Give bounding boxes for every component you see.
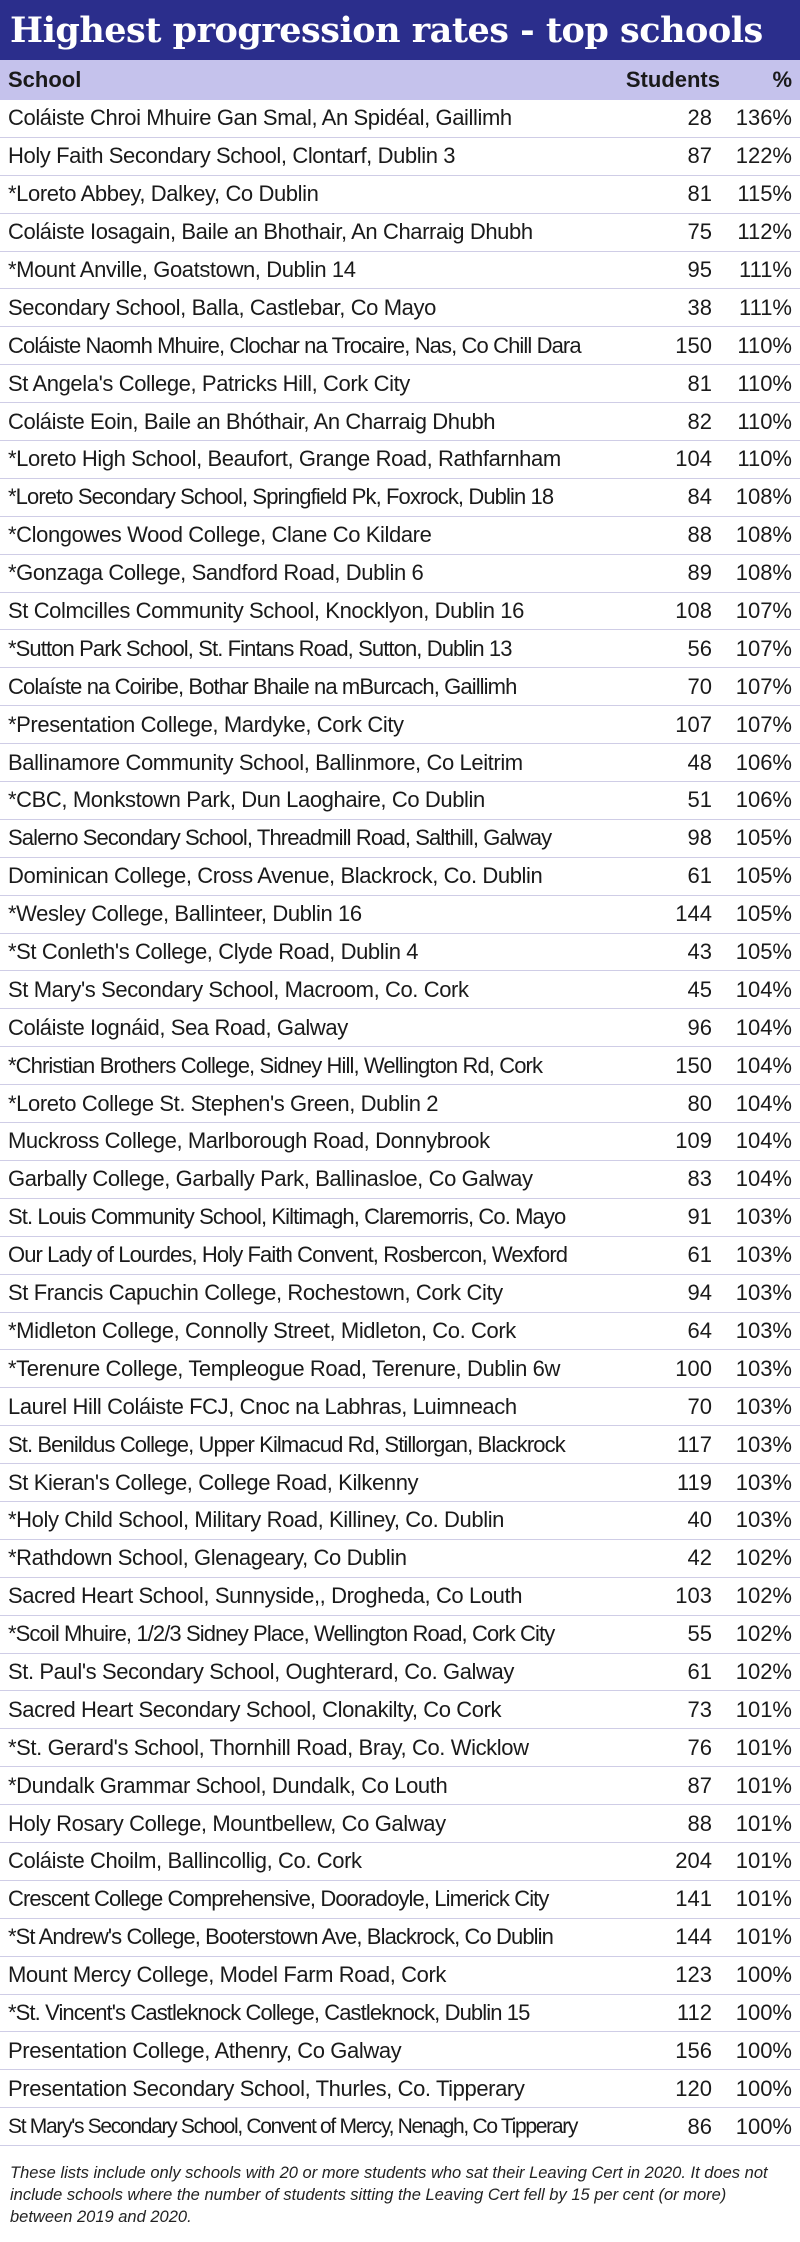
progression-rate: 106%	[735, 787, 792, 813]
progression-rate: 110%	[737, 332, 792, 358]
student-count: 100	[675, 1355, 712, 1381]
progression-rate: 107%	[735, 673, 792, 699]
progression-rate: 104%	[735, 1014, 792, 1040]
school-name: St Francis Capuchin College, Rochestown, Cork City	[8, 1280, 503, 1306]
progression-rate: 104%	[735, 1128, 792, 1154]
student-count: 88	[687, 522, 712, 548]
progression-rate: 100%	[735, 2113, 792, 2139]
student-count: 119	[676, 1469, 712, 1495]
student-count: 120	[675, 2075, 712, 2101]
table-body	[0, 100, 800, 2146]
table-row	[0, 1350, 800, 1388]
progression-rate: 111%	[738, 294, 792, 320]
table-row	[0, 555, 800, 593]
table-row	[0, 1578, 800, 1616]
progression-rate: 102%	[735, 1621, 792, 1647]
table-row	[0, 1047, 800, 1085]
progression-rate: 101%	[735, 1772, 792, 1798]
progression-rate: 100%	[735, 1999, 792, 2025]
progression-rate: 105%	[735, 825, 792, 851]
table-row	[0, 1313, 800, 1351]
school-name: Crescent College Comprehensive, Dooradoyle, Limerick City	[8, 1886, 549, 1912]
school-name: Sacred Heart Secondary School, Clonakilty, Co Cork	[8, 1696, 502, 1722]
table-row	[0, 1540, 800, 1578]
school-name: St Mary's Secondary School, Macroom, Co. Cork	[8, 976, 469, 1002]
column-header-school: School	[8, 67, 82, 92]
school-name: Coláiste Iognáid, Sea Road, Galway	[8, 1014, 348, 1040]
school-name: *Mount Anville, Goatstown, Dublin 14	[8, 257, 356, 282]
student-count: 141	[675, 1886, 712, 1912]
school-name: *Sutton Park School, St. Fintans Road, Sutton, Dublin 13	[8, 635, 512, 661]
student-count: 42	[687, 1545, 712, 1571]
table-row	[0, 1426, 800, 1464]
progression-rate: 101%	[735, 1734, 792, 1760]
table-row	[0, 1123, 800, 1161]
school-name: *Holy Child School, Military Road, Killiney, Co. Dublin	[8, 1507, 505, 1533]
school-name: *Dundalk Grammar School, Dundalk, Co Louth	[8, 1772, 448, 1798]
school-name: *St Andrew's College, Booterstown Ave, Blackrock, Co Dublin	[8, 1924, 553, 1950]
student-count: 51	[687, 787, 712, 813]
progression-rate: 103%	[735, 1280, 792, 1306]
table-row	[0, 214, 800, 252]
student-count: 81	[687, 370, 712, 396]
student-count: 94	[687, 1280, 712, 1306]
school-name: *St Conleth's College, Clyde Road, Dublin 4	[8, 939, 419, 965]
title-bar	[0, 0, 800, 60]
table-row	[0, 327, 800, 365]
table-row	[0, 176, 800, 214]
progression-rate: 136%	[735, 105, 792, 131]
progression-rate: 104%	[735, 1090, 792, 1116]
table-row	[0, 706, 800, 744]
student-count: 61	[687, 1242, 712, 1268]
progression-rate: 101%	[735, 1810, 792, 1836]
table-row	[0, 1616, 800, 1654]
school-name: St Angela's College, Patricks Hill, Cork City	[8, 370, 410, 396]
progression-rate: 110%	[737, 408, 792, 434]
table-row	[0, 971, 800, 1009]
table-row	[0, 782, 800, 820]
table-row	[0, 934, 800, 972]
column-header-students: Students	[625, 67, 720, 92]
progression-rate: 103%	[735, 1431, 792, 1457]
table-row	[0, 138, 800, 176]
school-name: Muckross College, Marlborough Road, Donnybrook	[8, 1128, 490, 1154]
progression-rate: 108%	[735, 522, 792, 548]
school-name: *Gonzaga College, Sandford Road, Dublin 6	[8, 560, 424, 586]
student-count: 96	[687, 1014, 712, 1040]
school-name: Presentation College, Athenry, Co Galway	[8, 2037, 402, 2063]
progression-rate: 104%	[735, 1052, 792, 1078]
table-row	[0, 1881, 800, 1919]
school-name: Holy Faith Secondary School, Clontarf, Dublin 3	[8, 143, 456, 169]
table-row	[0, 1388, 800, 1426]
school-name: *Loreto High School, Beaufort, Grange Road, Rathfarnham	[8, 446, 561, 472]
table-row	[0, 1843, 800, 1881]
school-name: Coláiste Iosagain, Baile an Bhothair, An Charraig Dhubh	[8, 219, 533, 245]
student-count: 70	[687, 673, 712, 699]
progression-rate: 102%	[735, 1658, 792, 1684]
progression-rate: 100%	[735, 1962, 792, 1988]
school-name: St Colmcilles Community School, Knocklyon, Dublin 16	[8, 598, 524, 624]
student-count: 87	[687, 143, 712, 169]
progression-rate: 103%	[735, 1355, 792, 1381]
table-row	[0, 479, 800, 517]
school-name: St Kieran's College, College Road, Kilkenny	[8, 1469, 419, 1495]
student-count: 82	[687, 408, 712, 434]
school-name: *Loreto Secondary School, Springfield Pk, Foxrock, Dublin 18	[8, 484, 554, 510]
student-count: 144	[675, 901, 712, 927]
student-count: 144	[675, 1924, 712, 1950]
progression-rate: 101%	[735, 1848, 792, 1874]
student-count: 89	[687, 560, 712, 586]
table-row	[0, 1237, 800, 1275]
student-count: 48	[687, 749, 712, 775]
school-name: Dominican College, Cross Avenue, Blackrock, Co. Dublin	[8, 863, 543, 889]
school-name: *Loreto College St. Stephen's Green, Dublin 2	[8, 1090, 439, 1116]
column-header-percent: %	[772, 67, 792, 92]
student-count: 123	[675, 1962, 712, 1988]
progression-rate: 101%	[735, 1886, 792, 1912]
table-row	[0, 1691, 800, 1729]
student-count: 156	[675, 2037, 712, 2063]
student-count: 109	[675, 1128, 712, 1154]
student-count: 64	[687, 1317, 712, 1343]
school-name: Coláiste Eoin, Baile an Bhóthair, An Charraig Dhubh	[8, 408, 496, 434]
progression-rate: 103%	[735, 1393, 792, 1419]
table-row	[0, 820, 800, 858]
school-name: *St. Vincent's Castleknock College, Castleknock, Dublin 15	[8, 1999, 530, 2025]
student-count: 61	[687, 863, 712, 889]
progression-rate: 112%	[737, 219, 792, 245]
table-row	[0, 593, 800, 631]
progression-rate: 110%	[737, 446, 792, 472]
progression-rate: 104%	[735, 976, 792, 1002]
table-row	[0, 1767, 800, 1805]
school-name: St. Louis Community School, Kiltimagh, Claremorris, Co. Mayo	[8, 1204, 566, 1230]
school-name: Colaíste na Coiribe, Bothar Bhaile na mBurcach, Gaillimh	[8, 673, 517, 699]
progression-rate: 101%	[735, 1696, 792, 1722]
student-count: 40	[687, 1507, 712, 1533]
table-row	[0, 517, 800, 555]
school-name: *Christian Brothers College, Sidney Hill, Wellington Rd, Cork	[8, 1052, 543, 1078]
progression-rate: 103%	[735, 1507, 792, 1533]
table-row	[0, 1464, 800, 1502]
progression-rate: 111%	[738, 257, 792, 282]
progression-rate: 107%	[735, 598, 792, 624]
school-name: Coláiste Chroi Mhuire Gan Smal, An Spidéal, Gaillimh	[8, 105, 512, 131]
student-count: 91	[687, 1204, 712, 1230]
student-count: 150	[675, 332, 712, 358]
student-count: 108	[675, 598, 712, 624]
table-row	[0, 403, 800, 441]
table-row	[0, 1995, 800, 2033]
school-name: *Terenure College, Templeogue Road, Terenure, Dublin 6w	[8, 1355, 560, 1381]
student-count: 73	[687, 1696, 712, 1722]
page-title: Highest progression rates - top schools	[10, 9, 763, 51]
table-row	[0, 1199, 800, 1237]
table-row	[0, 1919, 800, 1957]
progression-rate: 105%	[735, 901, 792, 927]
progression-rate: 103%	[735, 1204, 792, 1230]
school-name: *Wesley College, Ballinteer, Dublin 16	[8, 901, 362, 927]
progression-rate: 107%	[735, 635, 792, 661]
student-count: 98	[687, 825, 712, 851]
school-name: Presentation Secondary School, Thurles, Co. Tipperary	[8, 2075, 525, 2101]
student-count: 112	[676, 1999, 712, 2025]
table-row	[0, 668, 800, 706]
school-name: *Rathdown School, Glenageary, Co Dublin	[8, 1545, 407, 1571]
progression-rate: 105%	[735, 939, 792, 965]
table-row	[0, 289, 800, 327]
school-name: Our Lady of Lourdes, Holy Faith Convent, Rosbercon, Wexford	[8, 1242, 568, 1268]
student-count: 150	[675, 1052, 712, 1078]
student-count: 55	[687, 1621, 712, 1647]
progression-rate: 100%	[735, 2075, 792, 2101]
school-name: *Presentation College, Mardyke, Cork City	[8, 711, 404, 737]
progression-rate: 105%	[735, 863, 792, 889]
school-name: Mount Mercy College, Model Farm Road, Cork	[8, 1962, 447, 1988]
table-row	[0, 1805, 800, 1843]
table-row	[0, 858, 800, 896]
school-name: *Clongowes Wood College, Clane Co Kildare	[8, 522, 432, 548]
progression-rate: 107%	[735, 711, 792, 737]
student-count: 75	[687, 219, 712, 245]
student-count: 107	[675, 711, 712, 737]
table-row	[0, 1729, 800, 1767]
progression-rate: 122%	[735, 143, 792, 169]
school-name: St. Paul's Secondary School, Oughterard, Co. Galway	[8, 1658, 514, 1684]
footnote: These lists include only schools with 20 or more students who sat their Leaving Cert in 2020. It does not include schools where the number of students sitting the Leaving Cert fell by 15 per cent (or more) between 2019 and 2020.	[10, 2164, 768, 2227]
student-count: 70	[687, 1393, 712, 1419]
table-row	[0, 744, 800, 782]
table-row	[0, 1502, 800, 1540]
table-row	[0, 1654, 800, 1692]
table-row	[0, 1085, 800, 1123]
table-row	[0, 1009, 800, 1047]
table-row	[0, 2108, 800, 2146]
school-name: St. Benildus College, Upper Kilmacud Rd, Stillorgan, Blackrock	[8, 1431, 565, 1457]
school-name: Coláiste Choilm, Ballincollig, Co. Cork	[8, 1848, 362, 1874]
student-count: 81	[687, 181, 712, 207]
progression-rate: 106%	[735, 749, 792, 775]
table-row	[0, 1957, 800, 1995]
school-name: St Mary's Secondary School, Convent of Mercy, Nenagh, Co Tipperary	[8, 2114, 578, 2138]
student-count: 84	[687, 484, 712, 510]
table-row	[0, 100, 800, 138]
table-row	[0, 2070, 800, 2108]
student-count: 28	[687, 105, 712, 131]
student-count: 103	[675, 1583, 712, 1609]
student-count: 87	[687, 1772, 712, 1798]
school-name: Holy Rosary College, Mountbellew, Co Galway	[8, 1810, 446, 1836]
student-count: 56	[687, 635, 712, 661]
school-name: *Loreto Abbey, Dalkey, Co Dublin	[8, 181, 319, 207]
progression-rate: 108%	[735, 484, 792, 510]
school-name: Salerno Secondary School, Threadmill Road, Salthill, Galway	[8, 825, 552, 851]
student-count: 43	[687, 939, 712, 965]
school-name: Ballinamore Community School, Ballinmore, Co Leitrim	[8, 749, 523, 775]
table-row	[0, 630, 800, 668]
progression-rate: 110%	[737, 370, 792, 396]
student-count: 204	[675, 1848, 712, 1874]
student-count: 80	[687, 1090, 712, 1116]
student-count: 45	[687, 976, 712, 1002]
progression-rate: 103%	[735, 1242, 792, 1268]
student-count: 83	[687, 1166, 712, 1192]
student-count: 38	[687, 294, 712, 320]
progression-rate: 101%	[735, 1924, 792, 1950]
student-count: 61	[687, 1658, 712, 1684]
school-name: Secondary School, Balla, Castlebar, Co Mayo	[8, 294, 436, 320]
table-row	[0, 441, 800, 479]
progression-rate: 103%	[735, 1317, 792, 1343]
student-count: 95	[687, 257, 712, 282]
progression-rate: 115%	[737, 181, 792, 207]
student-count: 76	[687, 1734, 712, 1760]
table-row	[0, 2032, 800, 2070]
student-count: 86	[687, 2113, 712, 2139]
table-row	[0, 1275, 800, 1313]
school-name: Garbally College, Garbally Park, Ballinasloe, Co Galway	[8, 1166, 533, 1192]
school-name: *St. Gerard's School, Thornhill Road, Bray, Co. Wicklow	[8, 1734, 529, 1760]
student-count: 88	[687, 1810, 712, 1836]
school-name: Coláiste Naomh Mhuire, Clochar na Trocaire, Nas, Co Chill Dara	[8, 332, 581, 358]
table-row	[0, 896, 800, 934]
table-row	[0, 365, 800, 403]
progression-rate: 102%	[735, 1583, 792, 1609]
progression-rate: 103%	[735, 1469, 792, 1495]
progression-rate: 104%	[735, 1166, 792, 1192]
table-header	[0, 60, 800, 100]
school-name: Laurel Hill Coláiste FCJ, Cnoc na Labhras, Luimneach	[8, 1393, 517, 1419]
table-row	[0, 1161, 800, 1199]
progression-rate: 108%	[735, 560, 792, 586]
progression-rate: 100%	[735, 2037, 792, 2063]
school-name: Sacred Heart School, Sunnyside,, Drogheda, Co Louth	[8, 1583, 523, 1609]
school-name: *Midleton College, Connolly Street, Midleton, Co. Cork	[8, 1317, 516, 1343]
table-row	[0, 252, 800, 290]
progression-rate: 102%	[735, 1545, 792, 1571]
school-name: *Scoil Mhuire, 1/2/3 Sidney Place, Wellington Road, Cork City	[8, 1621, 555, 1647]
student-count: 104	[675, 446, 712, 472]
student-count: 117	[676, 1431, 712, 1457]
school-name: *CBC, Monkstown Park, Dun Laoghaire, Co Dublin	[8, 787, 485, 813]
